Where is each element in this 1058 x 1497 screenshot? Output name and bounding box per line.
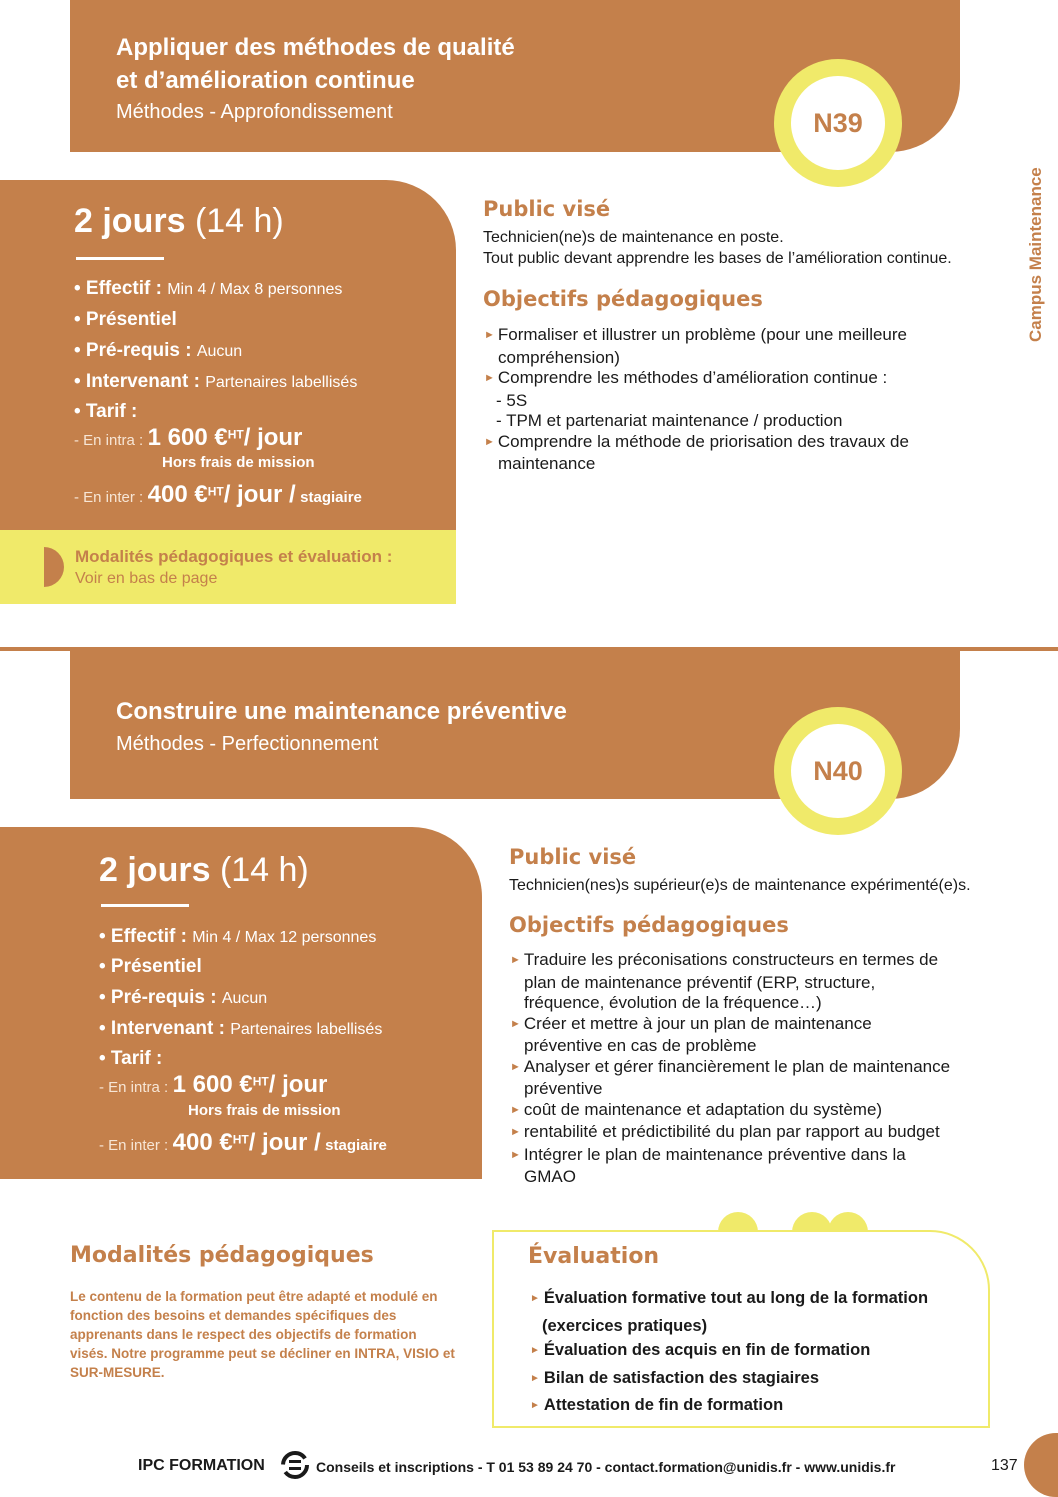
half-circle-icon xyxy=(44,547,64,587)
effectif xyxy=(74,278,342,300)
triangle-bullet-icon: ► xyxy=(484,435,495,448)
intra-label: - En intra : xyxy=(99,1079,169,1096)
objectif-text: - TPM et partenariat maintenance / production xyxy=(496,411,843,430)
objectifs-list xyxy=(484,325,1004,475)
footer-contact: Conseils et inscriptions - T 01 53 89 24 70 - contact.formation@unidis.fr - www.unidis.fr xyxy=(316,1459,896,1475)
public-heading: Public visé xyxy=(509,845,637,869)
duration-days: 2 jours xyxy=(74,202,186,240)
evaluation-list xyxy=(530,1286,980,1421)
intervenant-value: Partenaires labellisés xyxy=(230,1021,383,1038)
inter-price: 400 € xyxy=(147,481,208,508)
modalites-text: Le contenu de la formation peut être adapté et modulé en fonction des besoins et demandes spécifiques des apprenants dans le respect des objectifs de formation visés. Notre programme peut se décliner en INTRA, VISIO et SUR-MESURE. xyxy=(70,1289,455,1380)
prerequis-label: • Pré-requis : xyxy=(74,340,192,361)
hors-frais: Hors frais de mission xyxy=(162,454,315,471)
objectif-text: maintenance xyxy=(498,454,596,473)
prerequis xyxy=(99,987,267,1009)
prerequis-value: Aucun xyxy=(196,343,243,360)
objectif-text: Créer et mettre à jour un plan de maintenance xyxy=(523,1013,872,1033)
objectif-text: - 5S xyxy=(496,390,528,410)
course-code-badge xyxy=(774,707,902,835)
evaluation-text: Évaluation des acquis en fin de formation xyxy=(543,1341,871,1359)
objectif-text: GMAO xyxy=(524,1167,576,1186)
presentiel: • Présentiel xyxy=(74,309,177,330)
objectif-item xyxy=(510,1167,1030,1188)
side-label-text: Campus Maintenance xyxy=(1026,167,1045,342)
objectif-text: Analyser et gérer financièrement le plan de maintenance xyxy=(523,1056,951,1076)
intervenant-label: • Intervenant : xyxy=(74,371,200,392)
intra-price: 1 600 € xyxy=(147,424,228,451)
objectif-text: compréhension) xyxy=(498,347,620,367)
objectif-text: Comprendre la méthode de priorisation des travaux de xyxy=(497,431,909,451)
objectif-item xyxy=(484,325,1004,348)
intra-price: 1 600 € xyxy=(172,1071,253,1098)
course-code-badge xyxy=(774,59,902,187)
objectif-text: fréquence, évolution de la fréquence…) xyxy=(524,993,822,1012)
objectif-text: plan de maintenance préventif (ERP, structure, xyxy=(524,972,876,992)
modalites-heading: Modalités pédagogiques xyxy=(70,1243,374,1268)
intra-ht: HT xyxy=(252,1074,269,1089)
intra-unit: / jour xyxy=(243,424,303,451)
objectif-item xyxy=(484,348,1004,369)
evaluation-item xyxy=(530,1314,980,1339)
footer-brand: IPC FORMATION xyxy=(138,1457,265,1474)
objectifs-heading: Objectifs pédagogiques xyxy=(483,287,763,311)
objectif-item xyxy=(510,1145,1030,1168)
public-text xyxy=(509,875,1039,896)
course-title-line2: et d’amélioration continue xyxy=(116,67,415,94)
intervenant xyxy=(99,1018,382,1040)
presentiel: • Présentiel xyxy=(99,956,202,977)
evaluation-item xyxy=(530,1366,980,1394)
evaluation-heading: Évaluation xyxy=(528,1244,660,1269)
course-code: N39 xyxy=(791,76,885,170)
objectif-item xyxy=(484,432,1004,455)
triangle-bullet-icon: ► xyxy=(530,1293,540,1304)
objectif-item xyxy=(510,1057,1030,1080)
public-line: Technicien(nes)s supérieur(e)s de maintenance expérimenté(e)s. xyxy=(509,877,971,894)
objectif-item xyxy=(510,1100,1030,1123)
intra-ht: HT xyxy=(227,427,244,442)
objectif-item xyxy=(510,950,1030,973)
price-inter xyxy=(74,481,362,509)
side-label xyxy=(1018,150,1052,342)
objectif-item xyxy=(510,973,1030,994)
duration-underline xyxy=(76,257,164,260)
triangle-bullet-icon: ► xyxy=(510,1126,521,1138)
triangle-bullet-icon: ► xyxy=(510,1060,521,1073)
inter-label: - En inter : xyxy=(99,1137,169,1154)
public-heading: Public visé xyxy=(483,197,611,221)
duration-hours: (14 h) xyxy=(194,202,284,240)
objectif-item xyxy=(484,411,1004,432)
course-title-line1: Appliquer des méthodes de qualité xyxy=(116,34,515,61)
objectif-text: rentabilité et prédictibilité du plan par rapport au budget xyxy=(523,1122,940,1141)
triangle-bullet-icon: ► xyxy=(530,1400,540,1411)
evaluation-text: Attestation de fin de formation xyxy=(543,1396,784,1414)
triangle-bullet-icon: ► xyxy=(510,954,521,966)
intervenant-value: Partenaires labellisés xyxy=(205,374,358,391)
triangle-bullet-icon: ► xyxy=(484,372,495,384)
objectif-item xyxy=(484,454,1004,475)
corner-half-circle-icon xyxy=(1024,1433,1058,1497)
triangle-bullet-icon: ► xyxy=(510,1017,521,1030)
objectif-text: préventive en cas de problème xyxy=(524,1036,757,1055)
evaluation-text: (exercices pratiques) xyxy=(542,1316,708,1335)
objectif-text: préventive xyxy=(524,1079,603,1098)
triangle-bullet-icon: ► xyxy=(530,1345,540,1356)
objectif-item xyxy=(510,1122,1030,1145)
objectif-item xyxy=(484,368,1004,391)
course-duration xyxy=(99,851,309,890)
prerequis-label: • Pré-requis : xyxy=(99,987,217,1008)
price-intra xyxy=(74,424,302,452)
triangle-bullet-icon: ► xyxy=(484,329,495,341)
course-subtitle: Méthodes - Perfectionnement xyxy=(116,733,379,755)
evaluation-text: Bilan de satisfaction des stagiaires xyxy=(543,1368,820,1387)
intervenant xyxy=(74,371,357,393)
effectif xyxy=(99,926,376,948)
intra-unit: / jour xyxy=(268,1071,328,1098)
effectif-label: • Effectif : xyxy=(99,926,187,947)
triangle-bullet-icon: ► xyxy=(510,1103,521,1116)
tarif-label: • Tarif : xyxy=(74,401,138,422)
modalites-link[interactable]: Voir en bas de page xyxy=(75,570,218,587)
prerequis-value: Aucun xyxy=(221,990,268,1007)
duration-underline xyxy=(101,904,189,907)
inter-ht: HT xyxy=(207,484,224,499)
objectif-text: Intégrer le plan de maintenance préventive dans la xyxy=(523,1144,906,1164)
inter-suffix: stagiaire xyxy=(300,489,362,506)
effectif-label: • Effectif : xyxy=(74,278,162,299)
objectif-item xyxy=(510,1014,1030,1037)
objectif-text: coût de maintenance et adaptation du système) xyxy=(523,1099,883,1119)
objectif-item xyxy=(510,1036,1030,1057)
public-line: Tout public devant apprendre les bases de l’amélioration continue. xyxy=(483,250,952,267)
objectif-text: Traduire les préconisations constructeurs en termes de xyxy=(523,950,939,969)
evaluation-item xyxy=(530,1393,980,1421)
price-inter xyxy=(99,1129,387,1157)
objectif-item xyxy=(484,391,1004,412)
course-title xyxy=(116,31,515,97)
hors-frais: Hors frais de mission xyxy=(188,1102,341,1119)
duration-days: 2 jours xyxy=(99,851,211,889)
evaluation-item xyxy=(530,1286,980,1314)
public-line: Technicien(ne)s de maintenance en poste. xyxy=(483,229,784,246)
intervenant-label: • Intervenant : xyxy=(99,1018,225,1039)
page-number: 137 xyxy=(991,1457,1018,1474)
modalites-label: Modalités pédagogiques et évaluation : xyxy=(75,547,393,566)
unidis-logo-icon xyxy=(280,1450,310,1480)
course-subtitle: Méthodes - Approfondissement xyxy=(116,101,393,123)
public-text xyxy=(483,227,1003,269)
inter-unit: / jour / xyxy=(248,1129,321,1156)
evaluation-text: Évaluation formative tout au long de la formation xyxy=(543,1289,929,1307)
course-duration xyxy=(74,202,284,241)
objectif-text: Formaliser et illustrer un problème (pour une meilleure xyxy=(497,325,908,344)
tarif-label: • Tarif : xyxy=(99,1048,163,1069)
course-code: N40 xyxy=(791,724,885,818)
course-info-card xyxy=(0,180,456,530)
triangle-bullet-icon: ► xyxy=(530,1372,540,1384)
modalites-banner xyxy=(0,530,456,604)
inter-ht: HT xyxy=(232,1132,249,1147)
objectif-item xyxy=(510,993,1030,1014)
prerequis xyxy=(74,340,242,362)
duration-hours: (14 h) xyxy=(219,851,309,889)
effectif-value: Min 4 / Max 12 personnes xyxy=(192,929,377,946)
course-info-card xyxy=(0,827,482,1179)
objectif-item xyxy=(510,1079,1030,1100)
objectifs-heading: Objectifs pédagogiques xyxy=(509,913,789,937)
intra-label: - En intra : xyxy=(74,432,144,449)
effectif-value: Min 4 / Max 8 personnes xyxy=(167,281,343,298)
evaluation-box xyxy=(492,1230,990,1428)
price-intra xyxy=(99,1071,327,1099)
inter-price: 400 € xyxy=(172,1129,233,1156)
objectif-text: Comprendre les méthodes d’amélioration continue : xyxy=(497,368,888,387)
course-title: Construire une maintenance préventive xyxy=(116,698,567,725)
inter-label: - En inter : xyxy=(74,489,144,506)
inter-suffix: stagiaire xyxy=(325,1137,387,1154)
inter-unit: / jour / xyxy=(223,481,296,508)
evaluation-item xyxy=(530,1338,980,1366)
triangle-bullet-icon: ► xyxy=(510,1148,521,1161)
objectifs-list xyxy=(510,950,1030,1188)
